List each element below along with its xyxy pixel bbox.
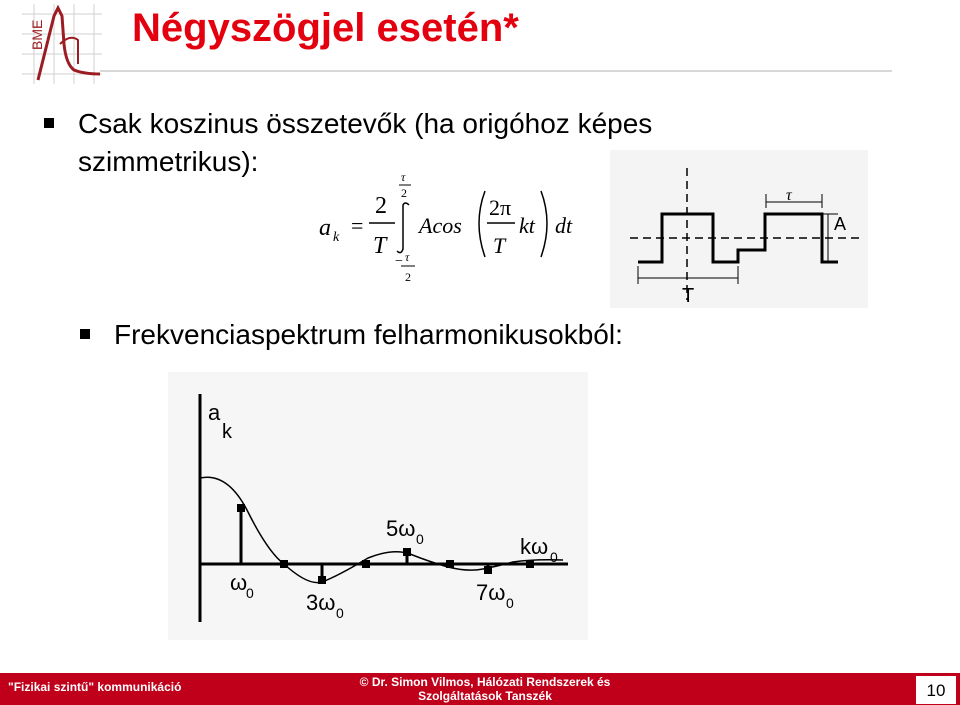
waveform-tau-label: τ <box>786 187 792 204</box>
footer-course-title: "Fizikai szintű" kommunikáció <box>8 680 182 694</box>
formula-lower-den: 2 <box>405 270 411 284</box>
spectrum-label-7w0-sub: 0 <box>506 595 514 611</box>
spectrum-label-kw0: kω <box>520 534 549 559</box>
square-bullet-icon <box>44 118 54 128</box>
waveform-amp-label: A <box>834 214 847 234</box>
formula-upper-num: τ <box>401 170 406 184</box>
formula-upper-den: 2 <box>401 186 407 200</box>
spectrum-label-w0-sub: 0 <box>246 585 254 601</box>
formula-lower-num: τ <box>405 250 410 264</box>
frequency-spectrum-diagram <box>168 372 588 640</box>
title-divider <box>100 70 892 72</box>
page-title: Négyszögjel esetén* <box>132 6 519 50</box>
formula-coef-num: 2 <box>375 193 387 219</box>
formula-arg-tail: kt <box>519 213 535 238</box>
spectrum-y-label: a <box>208 400 221 425</box>
formula-integrand: Acos <box>419 213 462 238</box>
spectrum-label-3w0: 3ω <box>306 590 336 615</box>
spectrum-y-label-sub: k <box>222 421 232 443</box>
spectrum-label-5w0-sub: 0 <box>416 531 424 547</box>
square-wave-diagram <box>610 150 868 308</box>
footer-copyright: © Dr. Simon Vilmos, Hálózati Rendszerek és Szolgáltatások Tanszék <box>359 675 611 703</box>
square-bullet-icon <box>80 329 90 339</box>
bullet-2-text: Frekvenciaspektrum felharmonikusokból: <box>114 319 623 350</box>
formula-lhs: a <box>319 215 331 241</box>
page-number: 10 <box>926 681 946 700</box>
spectrum-label-kw0-sub: 0 <box>550 549 558 565</box>
bme-logo-icon <box>14 4 102 84</box>
integral-sign-icon <box>397 203 409 253</box>
waveform-period-label: T <box>682 285 695 307</box>
bullet-1-line-2: szimmetrikus): <box>78 146 259 177</box>
formula-arg-den: T <box>493 233 506 258</box>
logo-text: BME <box>29 19 45 50</box>
formula-lhs-sub: k <box>333 230 340 245</box>
formula-equals: = <box>351 213 364 238</box>
spectrum-label-5w0: 5ω <box>386 516 416 541</box>
spectrum-label-7w0: 7ω <box>476 580 506 605</box>
formula-coef-den: T <box>373 233 387 259</box>
formula-arg-num: 2π <box>489 195 512 220</box>
formula-differential: dt <box>555 213 573 238</box>
bullet-1-line-1: Csak koszinus összetevők (ha origóhoz képes <box>78 108 653 139</box>
spectrum-label-3w0-sub: 0 <box>336 605 344 621</box>
spectrum-label-w0: ω <box>230 570 248 595</box>
fourier-coefficient-formula <box>315 165 585 290</box>
formula-lower-sign: − <box>395 254 403 269</box>
